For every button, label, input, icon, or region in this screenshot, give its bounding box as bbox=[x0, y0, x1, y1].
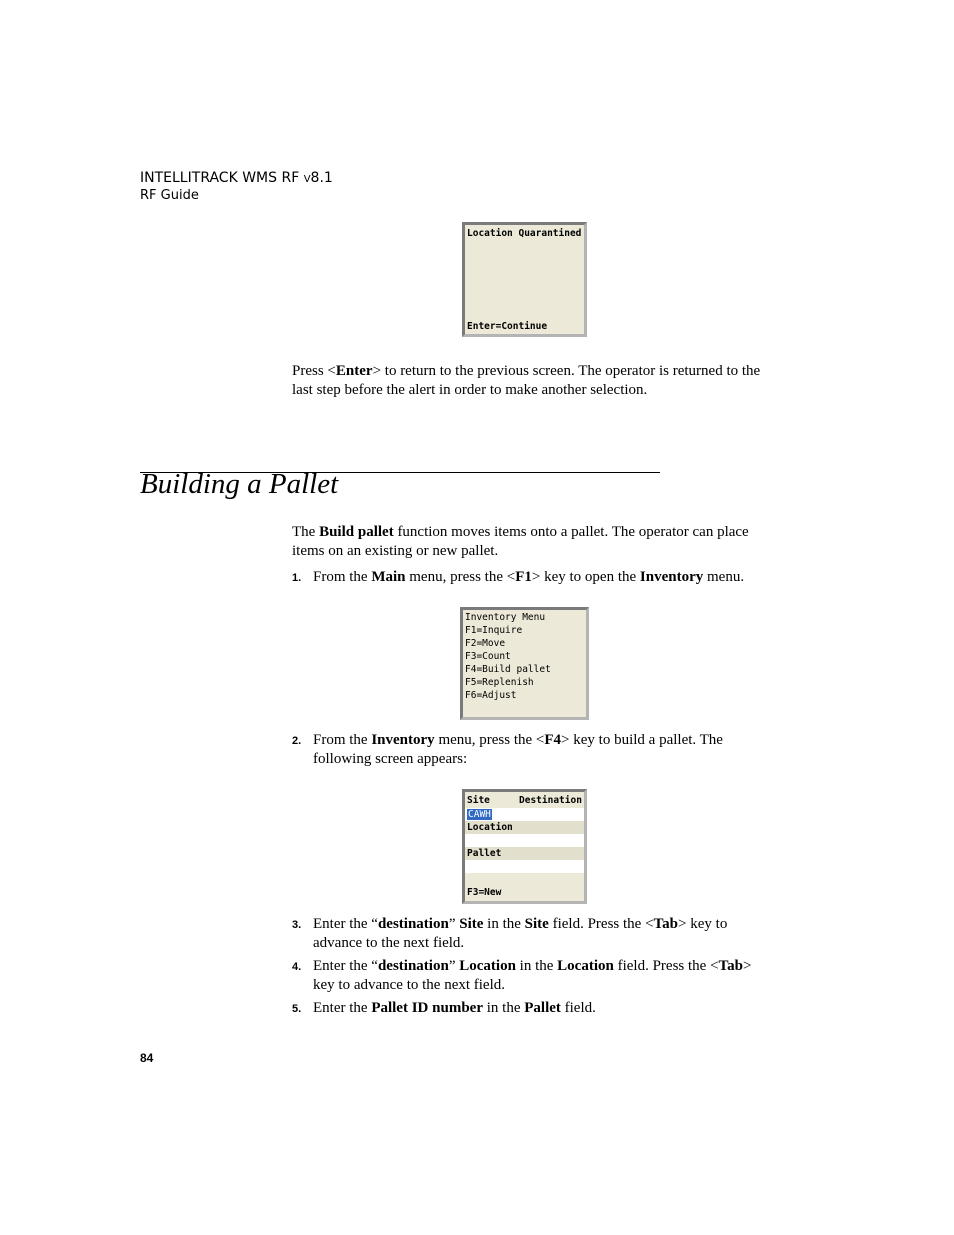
pallet-label: Pallet bbox=[467, 848, 502, 859]
location-label: Location bbox=[467, 822, 513, 833]
running-header-product: INTELLITRACK WMS RF v8.1 bbox=[140, 170, 333, 186]
step-number: 5. bbox=[292, 1003, 302, 1015]
site-input[interactable] bbox=[467, 808, 492, 821]
menu-item-build-pallet[interactable]: F4=Build pallet bbox=[465, 664, 551, 675]
menu-item-inquire[interactable]: F1=Inquire bbox=[465, 625, 523, 636]
menu-item-adjust[interactable]: F6=Adjust bbox=[465, 690, 517, 701]
step-number: 1. bbox=[292, 572, 302, 584]
menu-item-count[interactable]: F3=Count bbox=[465, 651, 511, 662]
step-number: 2. bbox=[292, 735, 302, 747]
section-title: Building a Pallet bbox=[140, 468, 339, 500]
step-number: 3. bbox=[292, 919, 302, 931]
alert-title: Location Quarantined bbox=[467, 228, 582, 239]
step-number: 4. bbox=[292, 961, 302, 973]
site-value: CAWH bbox=[468, 809, 491, 820]
alert-footer: Enter=Continue bbox=[467, 321, 548, 332]
rf-screen-inventory-menu bbox=[460, 607, 589, 720]
intro-paragraph: Press <Enter> to return to the previous screen. The operator is returned to the last step before the alert in order to make another selection. bbox=[292, 363, 761, 398]
page-number: 84 bbox=[140, 1051, 154, 1065]
running-header-guide: RF Guide bbox=[140, 188, 199, 203]
section-intro: The Build pallet function moves items onto a pallet. The operator can place items on an existing or new pallet. bbox=[292, 524, 749, 559]
rf-screen-location-quarantined bbox=[462, 222, 587, 337]
menu-item-move[interactable]: F2=Move bbox=[465, 638, 506, 649]
pallet-field[interactable] bbox=[465, 860, 584, 873]
step-text: From the Inventory menu, press the <F4> key to build a pallet. The following screen appears: bbox=[313, 732, 723, 767]
rf-screen-build-pallet bbox=[462, 789, 587, 904]
site-label: Site bbox=[467, 795, 490, 806]
step-text: Enter the “destination” Location in the Location field. Press the <Tab> key to advance to the next field. bbox=[313, 958, 752, 993]
step-text: Enter the Pallet ID number in the Pallet field. bbox=[313, 1000, 596, 1016]
step-text: From the Main menu, press the <F1> key to open the Inventory menu. bbox=[313, 569, 745, 585]
new-pallet-key-hint: F3=New bbox=[467, 887, 502, 898]
menu-title: Inventory Menu bbox=[465, 612, 546, 623]
menu-item-replenish[interactable]: F5=Replenish bbox=[465, 677, 534, 688]
location-field[interactable] bbox=[465, 834, 584, 847]
step-text: Enter the “destination” Site in the Site field. Press the <Tab> key to advance to the next field. bbox=[313, 916, 728, 951]
destination-label: Destination bbox=[519, 795, 582, 806]
